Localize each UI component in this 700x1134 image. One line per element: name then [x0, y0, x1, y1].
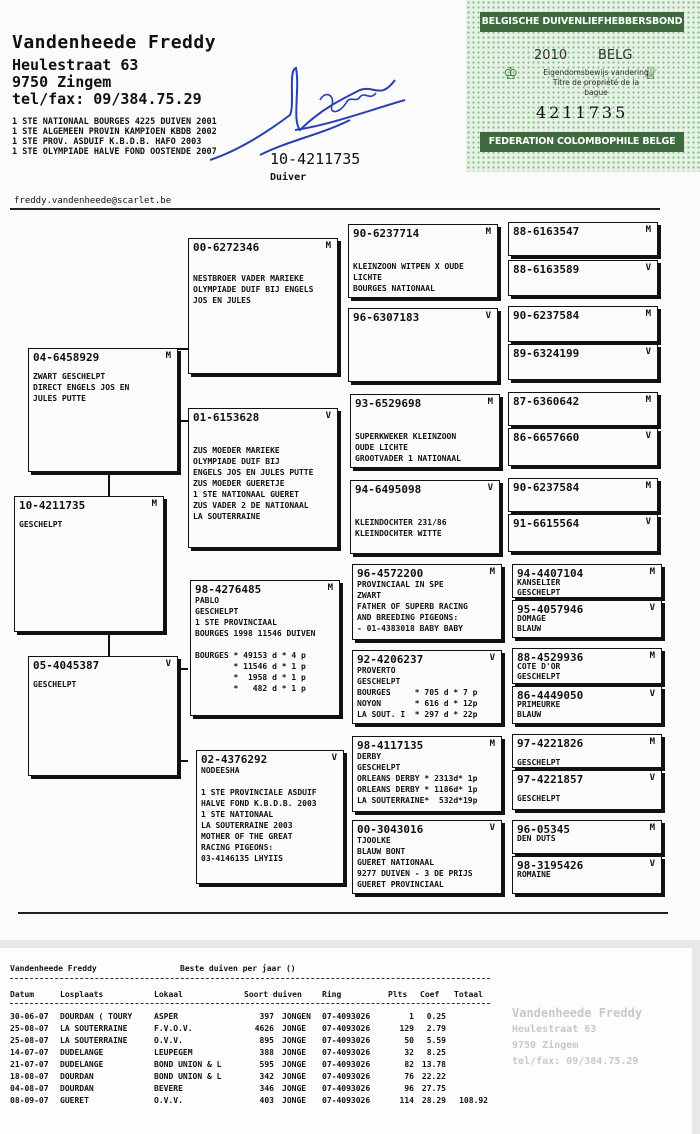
pedigree-g13-card[interactable]	[512, 734, 662, 768]
pigeon-description: GESCHELPT	[517, 758, 561, 767]
table-cell: 895	[259, 1036, 274, 1045]
table-cell: 50	[404, 1036, 414, 1045]
table-row	[0, 1084, 692, 1096]
table-cell: 07-4093026	[322, 1024, 371, 1033]
header-ring: Ring	[322, 990, 342, 999]
table-cell: 07-4093026	[322, 1036, 371, 1045]
sex-marker: V	[649, 859, 655, 869]
sex-marker: M	[645, 481, 651, 491]
results-sheet	[0, 948, 692, 1134]
table-cell: O.V.V.	[154, 1096, 183, 1105]
pedigree-g5-card[interactable]	[508, 392, 658, 426]
owner-city: 9750 Zingem	[12, 73, 112, 91]
ring-number: 02-4376292	[201, 753, 268, 766]
pigeon-description: SUPERKWEKER KLEINZOON OUDE LICHTE GROOTVADER 1 NATIONAAL	[355, 432, 461, 463]
sex-marker: V	[325, 411, 331, 421]
table-cell: 2.79	[426, 1024, 446, 1033]
pedigree-g9-card[interactable]	[512, 564, 662, 598]
owner-name: Vandenheede Freddy	[12, 32, 217, 53]
table-cell: ASPER	[154, 1012, 179, 1021]
table-cell: O.V.V.	[154, 1036, 183, 1045]
sex-marker: V	[165, 659, 171, 669]
ring-number: 98-4117135	[357, 739, 424, 752]
stamp-number: 4211735	[536, 103, 629, 122]
stamp-property	[541, 68, 651, 98]
ring-number: 01-6153628	[193, 411, 260, 424]
sex-marker: V	[645, 263, 651, 273]
pigeon-sex-title: Duiver	[270, 172, 307, 183]
sex-marker: V	[485, 311, 491, 321]
table-cell: F.V.O.V.	[154, 1024, 193, 1033]
sex-marker: V	[645, 347, 651, 357]
pigeon-description: KLEINZOON WITPEN X OUDE LICHTE BOURGES NATIONAAL	[353, 262, 464, 293]
pigeon-description: ROMAINE	[517, 870, 551, 879]
stamp-property-fr: Titre de propriété de la bague	[552, 78, 640, 97]
table-cell: 346	[259, 1084, 274, 1093]
table-cell: LEUPEGEM	[154, 1048, 193, 1057]
sex-marker: V	[331, 753, 337, 763]
stamp-bottom-banner: FEDERATION COLOMBOPHILE BELGE	[480, 132, 684, 152]
sex-marker: M	[485, 227, 491, 237]
table-cell: 5.59	[426, 1036, 446, 1045]
table-cell: 13.78	[421, 1060, 446, 1069]
table-cell: 4626	[254, 1024, 274, 1033]
ring-number: 90-6237584	[513, 309, 580, 322]
table-cell: 27.75	[421, 1084, 446, 1093]
ghost-owner-name: Vandenheede Freddy	[512, 1006, 643, 1020]
sex-marker: M	[151, 499, 157, 509]
crown-icon: ♕	[644, 60, 658, 85]
ring-number: 97-4221857	[517, 773, 584, 786]
table-cell: 114	[399, 1096, 414, 1105]
results-header-divider	[10, 1003, 490, 1004]
ghost-owner-phone: tel/fax: 09/384.75.29	[512, 1056, 639, 1067]
pedigree-g4-card[interactable]	[508, 344, 658, 380]
table-cell: 04-08-07	[10, 1084, 49, 1093]
pedigree-g2-card[interactable]	[508, 260, 658, 296]
sex-marker: M	[645, 395, 651, 405]
results-divider	[10, 978, 490, 979]
connector-line	[108, 470, 110, 496]
pedigree-sdd-card[interactable]	[350, 480, 500, 554]
stamp-country: BELG	[598, 48, 633, 63]
pedigree-dam-card[interactable]	[28, 656, 178, 776]
pedigree-ds-card[interactable]	[190, 580, 340, 716]
table-row	[0, 1036, 692, 1048]
ring-number: 98-4276485	[195, 583, 262, 596]
ring-number: 94-4407104	[517, 567, 584, 580]
sex-marker: M	[487, 397, 493, 407]
pigeon-description: DERBY GESCHELPT ORLEANS DERBY * 2313d* 1p ORLEANS DERBY * 1186d* 1p LA SOUTERRAINE* 532d*19p	[357, 752, 478, 805]
pedigree-sds-card[interactable]	[350, 394, 500, 468]
ring-number: 91-6615564	[513, 517, 580, 530]
pigeon-description: GESCHELPT	[33, 680, 77, 689]
connector-line	[178, 668, 188, 670]
pedigree-sire-card[interactable]	[28, 348, 178, 472]
sex-marker: M	[649, 823, 655, 833]
achievement-3: 1 STE PROV. ASDUIF K.B.D.B. HAFO 2003	[12, 137, 202, 147]
table-cell: 76	[404, 1072, 414, 1081]
sex-marker: V	[489, 823, 495, 833]
achievement-4: 1 STE OLYMPIADE HALVE FOND OOSTENDE 2007	[12, 147, 217, 157]
pedigree-ssd-card[interactable]	[348, 308, 498, 382]
table-cell: 397	[259, 1012, 274, 1021]
ring-number: 90-6237714	[353, 227, 420, 240]
ring-number: 98-3195426	[517, 859, 584, 872]
sex-marker: M	[165, 351, 171, 361]
ring-number: 93-6529698	[355, 397, 422, 410]
sex-marker: V	[649, 689, 655, 699]
ring-number: 88-6163589	[513, 263, 580, 276]
sex-marker: M	[649, 567, 655, 577]
table-cell: 22.22	[421, 1072, 446, 1081]
pedigree-g6-card[interactable]	[508, 428, 658, 466]
table-cell: JONGEN	[282, 1012, 311, 1021]
table-cell: 108.92	[459, 1096, 488, 1105]
pigeon-description: DEN DUTS	[517, 834, 556, 843]
pedigree-dd-card[interactable]	[196, 750, 344, 884]
sex-marker: M	[649, 651, 655, 661]
sex-marker: V	[645, 517, 651, 527]
pedigree-dss-card[interactable]	[352, 564, 502, 640]
table-cell: 595	[259, 1060, 274, 1069]
table-cell: DUDELANGE	[60, 1048, 104, 1057]
table-cell: 0.25	[426, 1012, 446, 1021]
connector-line	[108, 632, 110, 656]
sex-marker: M	[649, 737, 655, 747]
ring-number: 05-4045387	[33, 659, 100, 672]
header-datum: Datum	[10, 990, 35, 999]
pigeon-description: ZUS MOEDER MARIEKE OLYMPIADE DUIF BIJ ENGELS JOS EN JULES PUTTE ZUS MOEDER GUERETJE 1 STE NATIONAAL GUERET ZUS VADER 2 DE NATIONAAL LA SOUTERRAINE	[193, 446, 314, 521]
stamp-year: 2010	[534, 48, 568, 63]
pigeon-description: COTE D'OR GESCHELPT	[517, 662, 561, 681]
table-cell: 07-4093026	[322, 1048, 371, 1057]
pigeon-description: KLEINDOCHTER 231/86 KLEINDOCHTER WITTE	[355, 518, 447, 538]
stamp-top-banner: BELGISCHE DUIVENLIEFHEBBERSBOND	[480, 12, 684, 32]
pigeon-description: DOMAGE BLAUW	[517, 614, 546, 633]
table-cell: 25-08-07	[10, 1036, 49, 1045]
connector-line	[178, 420, 188, 422]
table-cell: JONGE	[282, 1096, 307, 1105]
sex-marker: M	[645, 225, 651, 235]
pigeon-ring-title: 10-4211735	[270, 150, 361, 168]
sex-marker: M	[489, 567, 495, 577]
pigeon-description: GESCHELPT	[517, 794, 561, 803]
owner-phone: tel/fax: 09/384.75.29	[12, 90, 202, 108]
header-losplaats: Losplaats	[60, 990, 104, 999]
ring-certificate-stamp	[466, 0, 700, 172]
table-cell: 1	[409, 1012, 414, 1021]
sex-marker: M	[645, 309, 651, 319]
results-title: Beste duiven per jaar ()	[180, 964, 296, 973]
sex-marker: M	[327, 583, 333, 593]
table-cell: 14-07-07	[10, 1048, 49, 1057]
ring-number: 96-4572200	[357, 567, 424, 580]
table-cell: LA SOUTERRAINE	[60, 1036, 128, 1045]
pigeon-description: PRIMEURKE BLAUW	[517, 700, 561, 719]
header-coef: Coef	[420, 990, 440, 999]
pigeon-description: NODEESHA 1 STE PROVINCIALE ASDUIF HALVE FOND K.B.D.B. 2003 1 STE NATIONAAL LA SOUTERRAINE 2003 MOTHER OF THE GREAT RACING PIGEONS: 03-4146135 LHYIIS	[201, 766, 317, 863]
achievement-2: 1 STE ALGEMEEN PROVIN KAMPIOEN KBDB 2002	[12, 127, 217, 137]
ghost-owner-city: 9750 Zingem	[512, 1040, 579, 1051]
table-cell: 403	[259, 1096, 274, 1105]
header-lokaal: Lokaal	[154, 990, 183, 999]
table-cell: 82	[404, 1060, 414, 1069]
table-cell: 07-4093026	[322, 1096, 371, 1105]
ring-number: 04-6458929	[33, 351, 100, 364]
table-cell: 388	[259, 1048, 274, 1057]
table-cell: BOND UNION & L	[154, 1072, 222, 1081]
pigeon-description: TJOOLKE BLAUW BONT GUERET NATIONAAL 9277 DUIVEN - 3 DE PRIJS GUERET PROVINCIAAL	[357, 836, 473, 889]
owner-street: Heulestraat 63	[12, 56, 139, 74]
pedigree-g12-card[interactable]	[512, 686, 662, 724]
pigeon-description: ZWART GESCHELPT DIRECT ENGELS JOS EN JULES PUTTE	[33, 372, 130, 403]
table-cell: 07-4093026	[322, 1012, 371, 1021]
footer-divider	[18, 912, 668, 914]
table-cell: 07-4093026	[322, 1060, 371, 1069]
table-cell: DUDELANGE	[60, 1060, 104, 1069]
table-cell: JONGE	[282, 1060, 307, 1069]
ring-number: 86-6657660	[513, 431, 580, 444]
table-cell: 21-07-07	[10, 1060, 49, 1069]
pigeon-description: PABLO GESCHELPT 1 STE PROVINCIAAL BOURGES 1998 11546 DUIVEN BOURGES * 49153 d * 4 p * 11546 d * 1 p * 1958 d * 1 p * 482 d * 1 p	[195, 596, 316, 693]
sex-marker: M	[325, 241, 331, 251]
results-header-row	[0, 990, 692, 1002]
ring-number: 96-05345	[517, 823, 570, 836]
table-cell: 28.29	[421, 1096, 446, 1105]
pedigree-g11-card[interactable]	[512, 648, 662, 684]
sex-marker: M	[489, 739, 495, 749]
table-cell: 129	[399, 1024, 414, 1033]
pedigree-dsd-card[interactable]	[352, 650, 502, 724]
pedigree-sd-card[interactable]	[188, 408, 338, 548]
table-cell: 8.25	[426, 1048, 446, 1057]
pedigree-subject-card[interactable]	[14, 496, 164, 632]
table-cell: JONGE	[282, 1048, 307, 1057]
ring-number: 96-6307183	[353, 311, 420, 324]
table-cell: 07-4093026	[322, 1072, 371, 1081]
table-cell: JONGE	[282, 1084, 307, 1093]
ring-number: 92-4206237	[357, 653, 424, 666]
pedigree-ddd-card[interactable]	[352, 820, 502, 894]
pedigree-g16-card[interactable]	[512, 856, 662, 894]
sex-marker: V	[489, 653, 495, 663]
sex-marker: V	[487, 483, 493, 493]
table-cell: 18-08-07	[10, 1072, 49, 1081]
ring-number: 95-4057946	[517, 603, 584, 616]
table-cell: 07-4093026	[322, 1084, 371, 1093]
table-cell: 08-09-07	[10, 1096, 49, 1105]
pigeon-description: GESCHELPT	[19, 520, 63, 529]
pedigree-g8-card[interactable]	[508, 514, 658, 552]
achievement-1: 1 STE NATIONAAL BOURGES 4225 DUIVEN 2001	[12, 117, 217, 127]
pigeon-description: KANSELIER GESCHELPT	[517, 578, 561, 597]
table-row	[0, 1024, 692, 1036]
table-cell: 32	[404, 1048, 414, 1057]
table-cell: LA SOUTERRAINE	[60, 1024, 128, 1033]
ring-number: 00-3043016	[357, 823, 424, 836]
table-cell: DOURDAN	[60, 1072, 94, 1081]
ring-number: 88-4529936	[517, 651, 584, 664]
header-totaal: Totaal	[454, 990, 483, 999]
table-cell: DOURDAN	[60, 1084, 94, 1093]
sex-marker: V	[645, 431, 651, 441]
table-row	[0, 1060, 692, 1072]
ring-number: 10-4211735	[19, 499, 86, 512]
sex-marker: V	[649, 773, 655, 783]
ring-number: 94-6495098	[355, 483, 422, 496]
pedigree-g10-card[interactable]	[512, 600, 662, 638]
ring-number: 97-4221826	[517, 737, 584, 750]
header-divider	[10, 208, 660, 210]
pedigree-g14-card[interactable]	[512, 770, 662, 810]
table-cell: BOND UNION & L	[154, 1060, 222, 1069]
sex-marker: V	[649, 603, 655, 613]
pedigree-g15-card[interactable]	[512, 820, 662, 854]
pedigree-ss-card[interactable]	[188, 238, 338, 374]
ring-number: 89-6324199	[513, 347, 580, 360]
table-cell: DOURDAN ( TOURY	[60, 1012, 133, 1021]
pedigree-dds-card[interactable]	[352, 736, 502, 812]
table-cell: 342	[259, 1072, 274, 1081]
pigeon-description: PROVERTO GESCHELPT BOURGES * 705 d * 7 p NOYON * 616 d * 12p LA SOUT. I * 297 d * 22p	[357, 666, 478, 719]
table-cell: JONGE	[282, 1024, 307, 1033]
pedigree-g7-card[interactable]	[508, 478, 658, 512]
ring-number: 88-6163547	[513, 225, 580, 238]
table-row	[0, 1048, 692, 1060]
ghost-owner-street: Heulestraat 63	[512, 1024, 597, 1035]
ring-number: 86-4449050	[517, 689, 584, 702]
pigeon-description: NESTBROER VADER MARIEKE OLYMPIADE DUIF BIJ ENGELS JOS EN JULES	[193, 274, 314, 305]
table-row	[0, 1096, 692, 1108]
pedigree-sss-card[interactable]	[348, 224, 498, 298]
table-row	[0, 1072, 692, 1084]
table-cell: 25-08-07	[10, 1024, 49, 1033]
table-cell: GUERET	[60, 1096, 89, 1105]
pigeon-description: PROVINCIAAL IN SPE ZWART FATHER OF SUPERB RACING AND BREEDING PIGEONS: - 01-4383018 BABY BABY	[357, 580, 468, 633]
results-owner: Vandenheede Freddy	[10, 964, 97, 973]
table-cell: JONGE	[282, 1036, 307, 1045]
owner-email: freddy.vandenheede@scarlet.be	[14, 196, 172, 206]
connector-line	[178, 348, 188, 350]
pedigree-g1-card[interactable]	[508, 222, 658, 256]
ring-number: 87-6360642	[513, 395, 580, 408]
table-cell: BEVERE	[154, 1084, 183, 1093]
connector-line	[178, 760, 188, 762]
stamp-property-nl: Eigendomsbewijs vandering	[543, 68, 649, 77]
ring-number: 00-6272346	[193, 241, 260, 254]
header-plts: Plts	[388, 990, 408, 999]
lion-crest-icon: ♔	[504, 60, 518, 85]
table-cell: 30-06-07	[10, 1012, 49, 1021]
header-soort-duiven: Soort duiven	[244, 990, 302, 999]
pedigree-g3-card[interactable]	[508, 306, 658, 342]
table-cell: JONGE	[282, 1072, 307, 1081]
table-row	[0, 1012, 692, 1024]
ring-number: 90-6237584	[513, 481, 580, 494]
table-cell: 96	[404, 1084, 414, 1093]
